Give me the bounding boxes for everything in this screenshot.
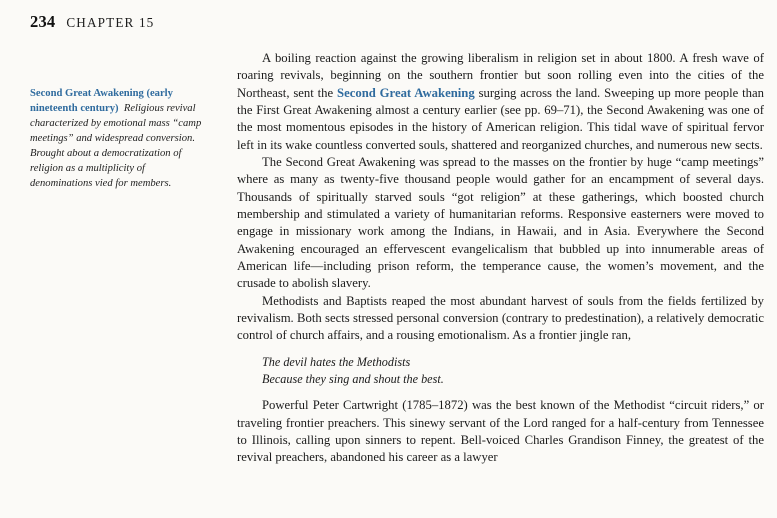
glossary-term: Second Great Awakening (early nineteenth century) — [30, 88, 173, 115]
verse-line-1: The devil hates the Methodists — [262, 354, 411, 369]
main-text-column — [237, 50, 764, 467]
verse-extract — [237, 354, 764, 389]
running-head — [30, 12, 154, 32]
paragraph-1 — [237, 50, 764, 154]
paragraph-1-text-after: surging across the land. Sweeping up more people than the First Great Awakening almost a century earlier (see pp. 69–71), the Second Awakening was one of the most momentous episodes in the history of American religion. This tidal wave of spiritual fervor left in its wake countless converted souls, shattered and reorganized churches, and numerous new sects. — [237, 85, 764, 152]
chapter-label: CHAPTER 15 — [66, 15, 155, 30]
paragraph-2: The Second Great Awakening was spread to the masses on the frontier by huge “camp meetings” where as many as twenty-five thousand people would gather for an encampment of several days. Thousands of spiritually starved souls “got religion” at these gatherings, which boosted church membership and stimulated a variety of humanitarian reforms. Responsive easterners were moved to engage in missionary work among the Indians, in Hawaii, and in Asia. Everywhere the Second Awakening encouraged an effervescent evangelicalism that bubbled up into innumerable areas of American life—including prison reform, the temperance cause, the women’s movement, and the crusade to abolish slavery. — [237, 154, 764, 291]
key-term-second-great-awakening: Second Great Awakening — [337, 85, 475, 100]
paragraph-3: Methodists and Baptists reaped the most abundant harvest of souls from the fields fertilized by revivalism. Both sects stressed personal conversion (contrary to predestination), a relatively democratic control of church affairs, and a rousing emotionalism. As a frontier jingle ran, — [237, 293, 764, 343]
paragraph-1-text-before: A boiling reaction against the growing liberalism in religion set in about 1800. A fresh wave of roaring revivals, beginning on the southern frontier but soon rolling even into the cities of the Northeast, sent the — [237, 51, 764, 100]
verse-line-2: Because they sing and shout the best. — [262, 371, 444, 386]
margin-glossary-note — [30, 86, 206, 191]
glossary-definition: Religious revival characterized by emotional mass “camp meetings” and widespread conversion. Brought about a democratization of religion as a multiplicity of denominations vied for members. — [30, 103, 202, 190]
page-number: 234 — [30, 12, 56, 31]
paragraph-4: Powerful Peter Cartwright (1785–1872) was the best known of the Methodist “circuit riders,” or traveling frontier preachers. This sinewy servant of the Lord ranged for a half-century from Tennessee to Illinois, calling upon sinners to repent. Bell-voiced Charles Grandison Finney, the greatest of the revival preachers, abandoned his career as a lawyer — [237, 398, 764, 465]
